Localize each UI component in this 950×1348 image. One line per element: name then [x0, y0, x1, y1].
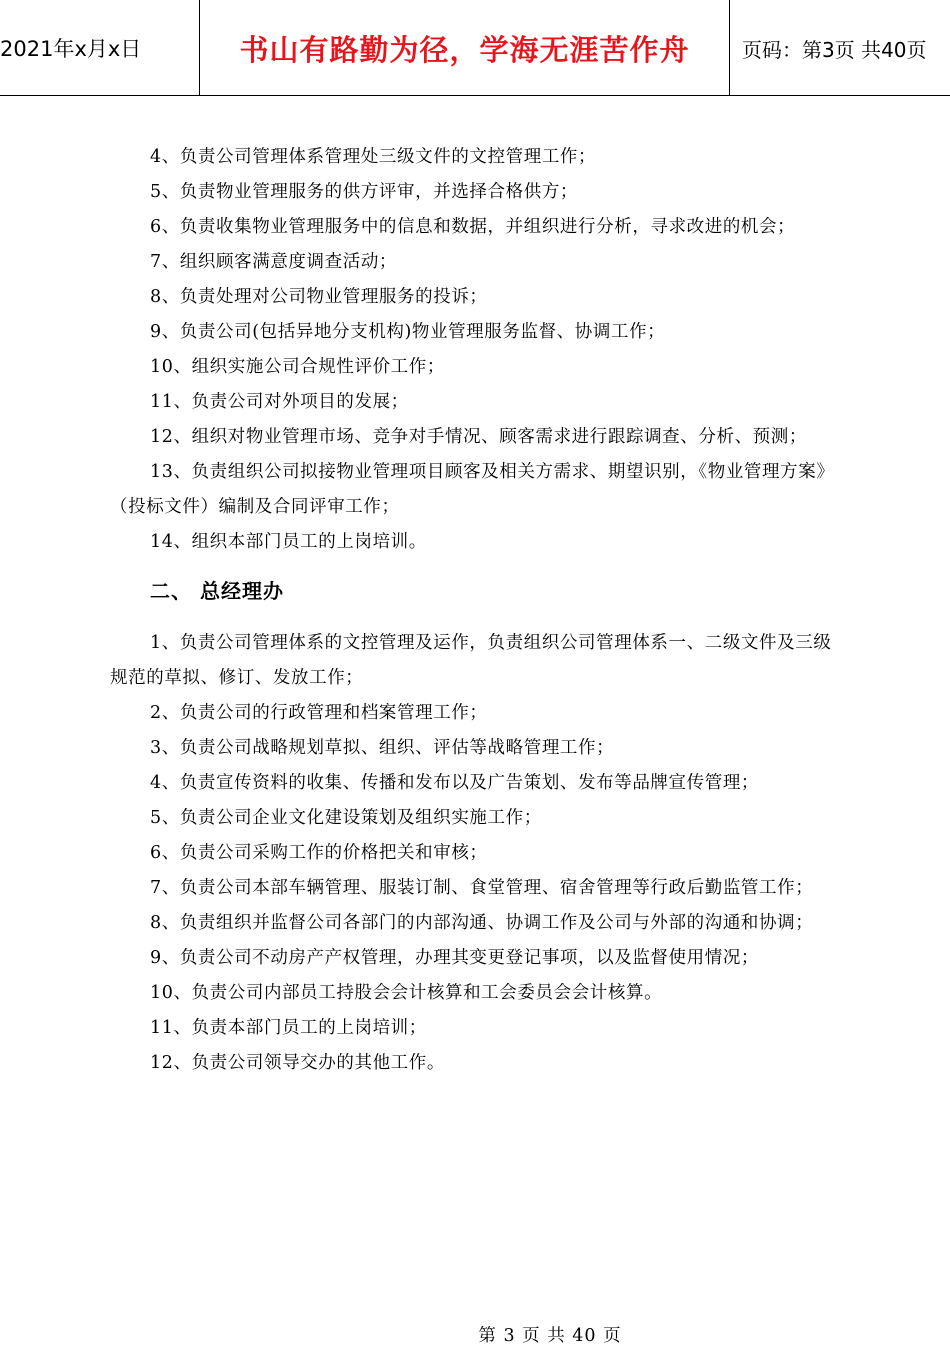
- section-2-list: [110, 626, 842, 1081]
- list-item: 7、负责公司本部车辆管理、服装订制、食堂管理、宿舍管理等行政后勤监管工作；: [150, 878, 814, 898]
- list-item: 13、负责组织公司拟接物业管理项目顾客及相关方需求、期望识别，《物业管理方案》（投标文件）编制及合同评审工作；: [110, 462, 835, 517]
- list-item: 4、负责宣传资料的收集、传播和发布以及广告策划、发布等品牌宣传管理；: [150, 773, 760, 793]
- list-item: 5、负责物业管理服务的供方评审，并选择合格供方；: [150, 182, 579, 202]
- list-item: 1、负责公司管理体系的文控管理及运作，负责组织公司管理体系一、二级文件及三级规范的草拟、修订、发放工作；: [110, 633, 832, 688]
- list-item: 8、负责处理对公司物业管理服务的投诉；: [150, 287, 488, 307]
- list-item: 14、组织本部门员工的上岗培训。: [150, 532, 427, 552]
- list-item: 6、负责公司采购工作的价格把关和审核；: [150, 843, 488, 863]
- header-motto: 书山有路勤为径，学海无涯苦作舟: [200, 0, 730, 96]
- list-item: 10、负责公司内部员工持股会会计核算和工会委员会会计核算。: [150, 983, 663, 1003]
- list-item: 3、负责公司战略规划草拟、组织、评估等战略管理工作；: [150, 738, 615, 758]
- page-header: [0, 0, 950, 96]
- list-item: 6、负责收集物业管理服务中的信息和数据，并组织进行分析，寻求改进的机会；: [150, 217, 796, 237]
- list-item: 12、组织对物业管理市场、竞争对手情况、顾客需求进行跟踪调查、分析、预测；: [150, 427, 807, 447]
- list-item: 8、负责组织并监督公司各部门的内部沟通、协调工作及公司与外部的沟通和协调；: [150, 913, 814, 933]
- header-page-info: 页码：第3页 共40页: [742, 37, 927, 62]
- list-item: 12、负责公司领导交办的其他工作。: [150, 1053, 445, 1073]
- list-item: 11、负责本部门员工的上岗培训；: [150, 1018, 427, 1038]
- list-item: 10、组织实施公司合规性评价工作；: [150, 357, 445, 377]
- list-item: 4、负责公司管理体系管理处三级文件的文控管理工作；: [150, 147, 597, 167]
- list-item: 11、负责公司对外项目的发展；: [150, 392, 409, 412]
- list-item: 2、负责公司的行政管理和档案管理工作；: [150, 703, 488, 723]
- section-1-list: [110, 140, 842, 560]
- section-heading: 二、 总经理办: [150, 579, 284, 603]
- document-body: [110, 140, 842, 1081]
- list-item: 7、组织顾客满意度调查活动；: [150, 252, 398, 272]
- list-item: 9、负责公司(包括异地分支机构)物业管理服务监督、协调工作；: [150, 322, 666, 342]
- list-item: 5、负责公司企业文化建设策划及组织实施工作；: [150, 808, 542, 828]
- header-date: 2021年x月x日: [0, 0, 200, 96]
- list-item: 9、负责公司不动房产产权管理，办理其变更登记事项，以及监督使用情况；: [150, 948, 760, 968]
- page-footer: 第 3 页 共 40 页: [478, 1326, 622, 1346]
